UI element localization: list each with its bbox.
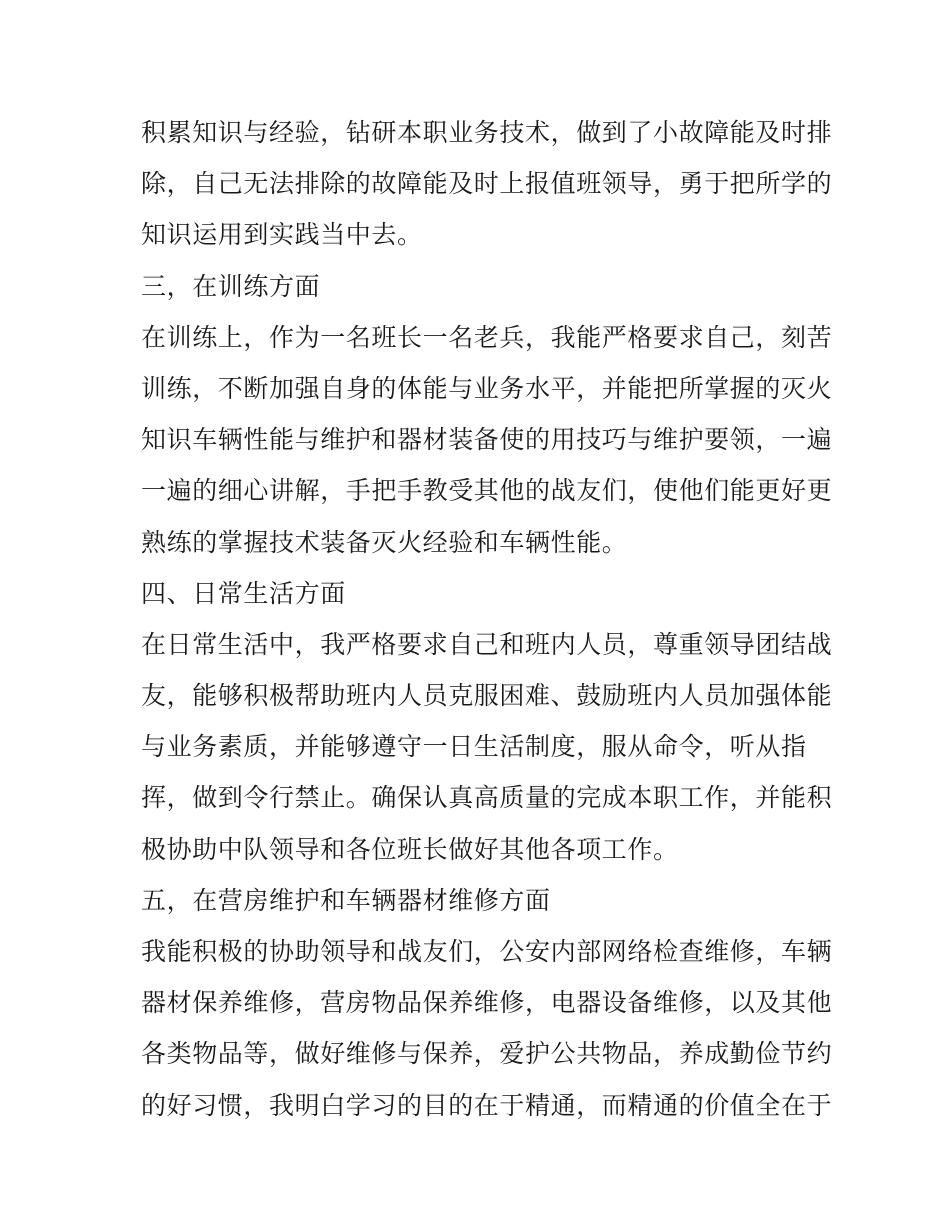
text-line: 与业务素质，并能够遵守一日生活制度，服从命令，听从指 [141,732,807,762]
text-line: 的好习惯，我明白学习的目的在于精通，而精通的价值全在于 [141,1090,833,1120]
text-line: 我能积极的协助领导和战友们，公安内部网络检查维修，车辆 [141,937,833,966]
text-line: 除，自己无法排除的故障能及时上报值班领导，勇于把所学的 [141,169,833,199]
text-line: 训练，不断加强自身的体能与业务水平，并能把所掌握的灭火 [141,373,833,403]
text-line: 知识车辆性能与维护和器材装备使的用技巧与维护要领，一遍 [141,425,833,455]
text-line: 在日常生活中，我严格要求自己和班内人员，尊重领导团结战 [141,629,833,659]
section-heading: 五，在营房维护和车辆器材维修方面 [141,885,551,915]
text-line: 积累知识与经验，钻研本职业务技术，做到了小故障能及时排 [141,118,833,147]
text-line: 器材保养维修，营房物品保养维修，电器设备维修，以及其他 [141,988,833,1018]
text-line: 极协助中队领导和各位班长做好其他各项工作。 [141,834,679,864]
text-line: 熟练的掌握技术装备灭火经验和车辆性能。 [141,527,628,557]
text-line: 挥，做到令行禁止。确保认真高质量的完成本职工作，并能积 [141,783,833,813]
text-line: 一遍的细心讲解，手把手教受其他的战友们，使他们能更好更 [141,476,833,506]
section-heading: 四、日常生活方面 [141,578,346,608]
section-heading: 三，在训练方面 [141,271,321,301]
text-line: 在训练上，作为一名班长一名老兵，我能严格要求自己，刻苦 [141,322,833,352]
text-line: 知识运用到实践当中去。 [141,220,423,250]
text-line: 友，能够积极帮助班内人员克服困难、鼓励班内人员加强体能 [141,681,833,711]
document-body [141,107,833,1131]
text-line: 各类物品等，做好维修与保养，爱护公共物品，养成勤俭节约 [141,1039,833,1069]
